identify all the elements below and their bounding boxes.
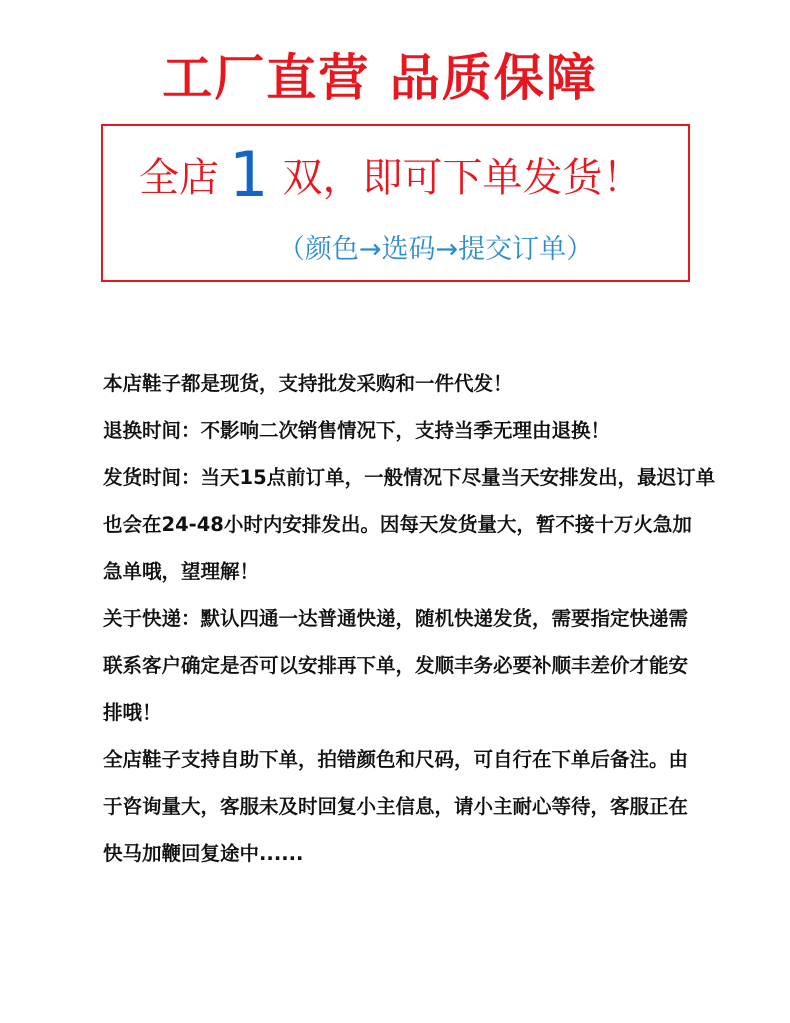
policy-line-courier: 关于快递：默认四通一达普通快递，随机快递发货，需要指定快递需	[103, 607, 689, 630]
policy-line-self-order: 全店鞋子支持自助下单，拍错颜色和尺码，可自行在下单后备注。由	[103, 748, 689, 771]
store-policy-text	[103, 360, 783, 877]
policy-line-shipping-time-cont: 也会在24-48小时内安排发出。因每天发货量大，暂不接十万火急加	[103, 513, 692, 536]
notice-prefix: 全店	[139, 155, 219, 201]
minimum-quantity: 1	[229, 138, 269, 211]
policy-line-customer-service-end: 快马加鞭回复途中......	[103, 842, 304, 865]
policy-line-courier-cont: 联系客户确定是否可以安排再下单，发顺丰务必要补顺丰差价才能安	[103, 654, 689, 677]
policy-line-returns: 退换时间：不影响二次销售情况下，支持当季无理由退换！	[103, 419, 611, 442]
notice-suffix: 双，即可下单发货！	[282, 155, 643, 201]
policy-line-stock: 本店鞋子都是现货，支持批发采购和一件代发！	[103, 372, 513, 395]
policy-line-shipping-time-end: 急单哦，望理解！	[103, 560, 260, 583]
order-steps: （颜色→选码→提交订单）	[277, 234, 594, 265]
headline: 工厂直营 品质保障	[162, 49, 598, 107]
policy-line-courier-end: 排哦！	[103, 701, 162, 724]
policy-line-shipping-time: 发货时间：当天15点前订单，一般情况下尽量当天安排发出，最迟订单	[103, 466, 716, 489]
minimum-order-notice	[139, 138, 643, 214]
order-notice-box	[101, 124, 690, 282]
policy-line-customer-service: 于咨询量大，客服未及时回复小主信息，请小主耐心等待，客服正在	[103, 795, 689, 818]
